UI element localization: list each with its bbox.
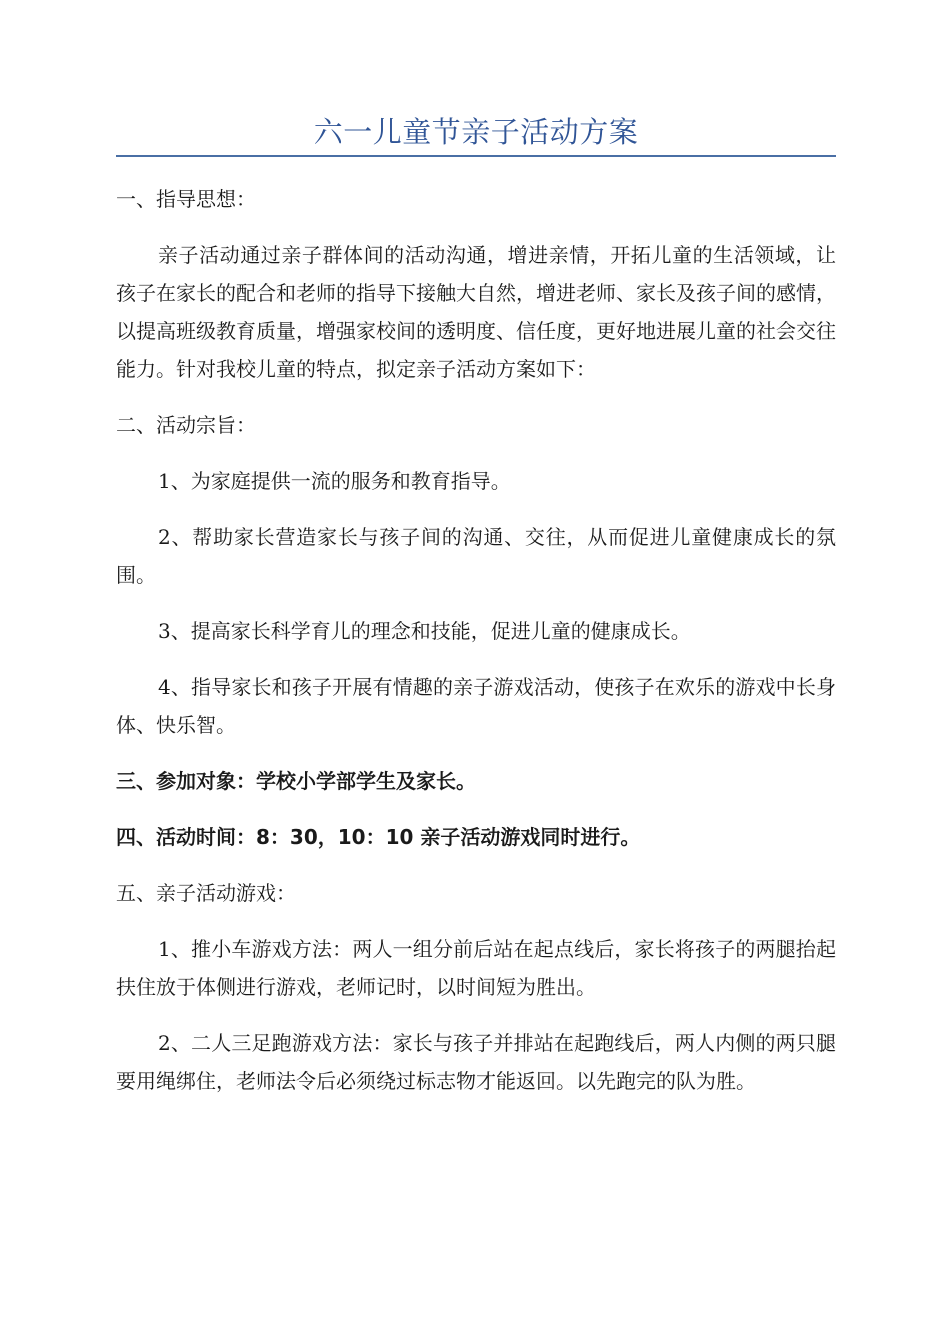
list-item: 1、为家庭提供一流的服务和教育指导。 [158, 469, 511, 493]
section-heading-purpose: 二、活动宗旨： [116, 413, 256, 437]
list-item: 4、指导家长和孩子开展有情趣的亲子游戏活动，使孩子在欢乐的游戏中长身体、快乐智。 [116, 675, 836, 737]
list-item: 2、二人三足跑游戏方法：家长与孩子并排站在起跑线后，两人内侧的两只腿要用绳绑住，老师法令后必须绕过标志物才能返回。以先跑完的队为胜。 [116, 1031, 836, 1093]
document-title: 六一儿童节亲子活动方案 [313, 115, 639, 149]
list-item: 1、推小车游戏方法：两人一组分前后站在起点线后，家长将孩子的两腿抬起扶住放于体侧进行游戏，老师记时，以时间短为胜出。 [116, 937, 836, 999]
section-heading-games: 五、亲子活动游戏： [116, 881, 296, 905]
title-underline [116, 155, 836, 157]
document-page [116, 112, 836, 1118]
document-body [116, 180, 836, 1100]
list-item: 3、提高家长科学育儿的理念和技能，促进儿童的健康成长。 [158, 619, 691, 643]
section-participants: 三、参加对象：学校小学部学生及家长。 [116, 769, 476, 793]
section-activity-time: 四、活动时间：8：30，10：10 亲子活动游戏同时进行。 [116, 825, 641, 849]
section-heading-guiding-ideology: 一、指导思想： [116, 187, 256, 211]
paragraph-guiding-ideology: 亲子活动通过亲子群体间的活动沟通，增进亲情，开拓儿童的生活领域，让孩子在家长的配合和老师的指导下接触大自然，增进老师、家长及孩子间的感情，以提高班级教育质量，增强家校间的透明度、信任度，更好地进展儿童的社会交往能力。针对我校儿童的特点，拟定亲子活动方案如下： [116, 243, 836, 381]
list-item: 2、帮助家长营造家长与孩子间的沟通、交往，从而促进儿童健康成长的氛围。 [116, 525, 836, 587]
